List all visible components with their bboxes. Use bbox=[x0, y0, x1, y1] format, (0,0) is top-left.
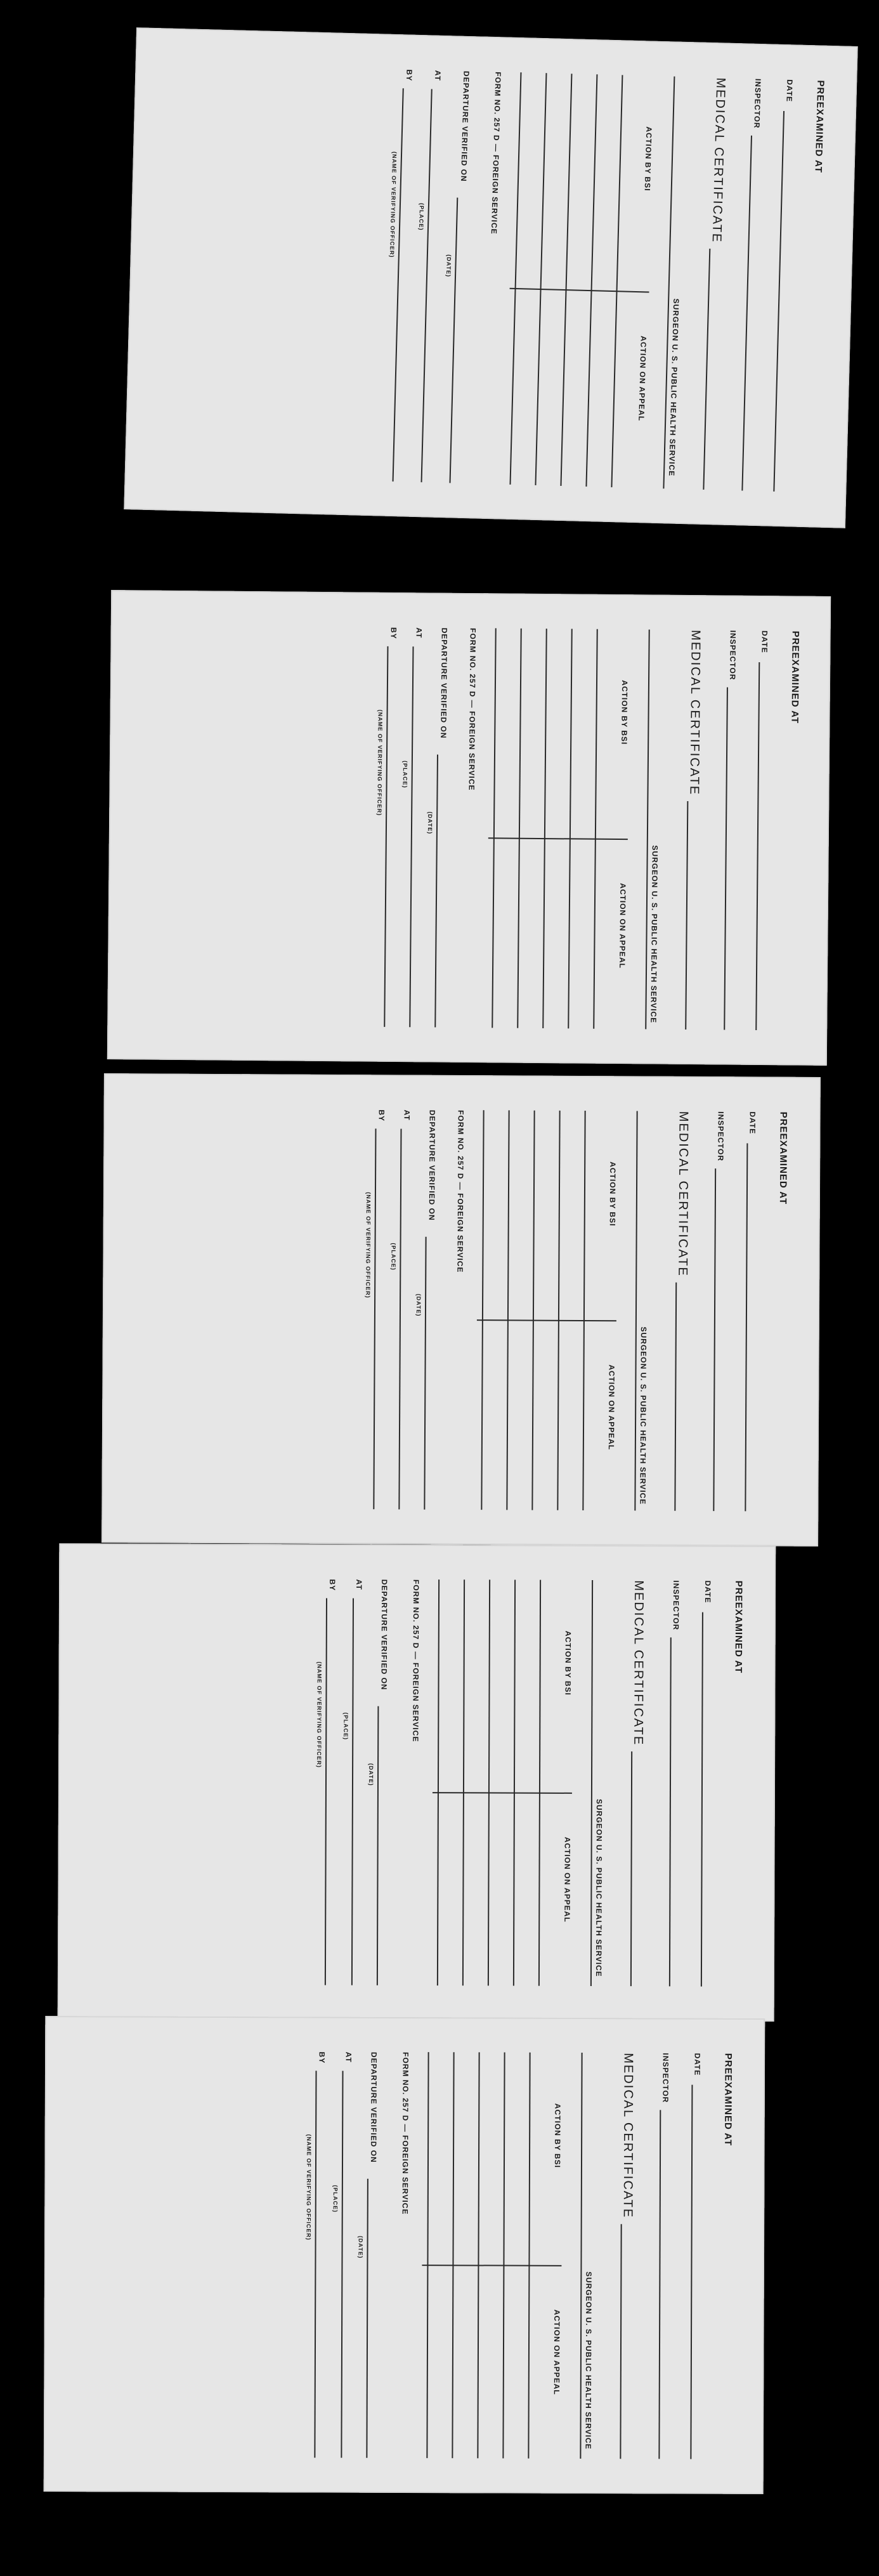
date-line bbox=[745, 1143, 748, 1511]
action-row-2 bbox=[557, 1111, 560, 1510]
by-label: BY bbox=[389, 627, 398, 639]
inspector-line bbox=[669, 1637, 672, 1986]
at-line bbox=[341, 2071, 343, 2458]
preexamined-at-label: PREEXAMINED AT bbox=[788, 631, 801, 724]
by-line bbox=[325, 1598, 327, 1985]
inspector-label: INSPECTOR bbox=[660, 2053, 670, 2103]
action-by-bsi-label: ACTION BY BSI bbox=[552, 2103, 562, 2168]
date-line bbox=[690, 2085, 693, 2459]
medical-certificate-title: MEDICAL CERTIFICATE bbox=[709, 77, 728, 244]
place-caption: (PLACE) bbox=[417, 202, 426, 231]
action-divider bbox=[510, 288, 649, 293]
inspector-line bbox=[713, 1168, 716, 1511]
date-label: DATE bbox=[785, 79, 795, 103]
departure-verified-label: DEPARTURE VERIFIED ON bbox=[427, 1109, 437, 1221]
medical-certificate-card-5 bbox=[44, 2016, 765, 2494]
action-row-3 bbox=[477, 2052, 479, 2458]
inspector-label: INSPECTOR bbox=[716, 1111, 726, 1161]
medical-certificate-title: MEDICAL CERTIFICATE bbox=[675, 1111, 691, 1277]
departure-verified-label: DEPARTURE VERIFIED ON bbox=[438, 627, 449, 739]
action-row-4 bbox=[462, 1579, 465, 1985]
form-number-label: FORM NO. 257 D — FOREIGN SERVICE bbox=[489, 72, 503, 235]
by-line bbox=[384, 646, 388, 1027]
action-row-3 bbox=[542, 629, 547, 1028]
date-label: DATE bbox=[759, 630, 769, 653]
departure-verified-label: DEPARTURE VERIFIED ON bbox=[379, 1579, 389, 1690]
departure-line bbox=[366, 2179, 368, 2458]
departure-line bbox=[377, 1706, 379, 1985]
action-row-5 bbox=[481, 1110, 484, 1510]
by-line bbox=[314, 2071, 316, 2458]
action-row-1 bbox=[538, 1580, 541, 1986]
date-caption: (DATE) bbox=[356, 2235, 364, 2259]
surgeon-line bbox=[590, 1580, 593, 1986]
form-number-label: FORM NO. 257 D — FOREIGN SERVICE bbox=[455, 1109, 466, 1273]
action-by-bsi-label: ACTION BY BSI bbox=[642, 126, 654, 192]
inspector-line bbox=[658, 2110, 661, 2459]
surgeon-label: SURGEON U. S. PUBLIC HEALTH SERVICE bbox=[583, 2271, 593, 2450]
action-by-bsi-label: ACTION BY BSI bbox=[619, 680, 629, 745]
preexamined-at-label: PREEXAMINED AT bbox=[812, 80, 826, 174]
action-row-1 bbox=[611, 75, 623, 487]
inspector-label: INSPECTOR bbox=[727, 630, 738, 681]
action-row-3 bbox=[560, 74, 572, 486]
preexamined-at-label: PREEXAMINED AT bbox=[722, 2053, 734, 2147]
action-row-2 bbox=[568, 629, 572, 1028]
action-row-4 bbox=[535, 73, 547, 485]
action-row-2 bbox=[513, 1580, 516, 1986]
at-label: AT bbox=[414, 627, 424, 639]
at-label: AT bbox=[344, 2051, 353, 2063]
action-row-4 bbox=[517, 629, 521, 1028]
medical-certificate-title: MEDICAL CERTIFICATE bbox=[620, 2053, 635, 2219]
title-line bbox=[620, 2224, 622, 2459]
verifying-officer-caption: (NAME OF VERIFYING OFFICER) bbox=[316, 1661, 323, 1768]
surgeon-label: SURGEON U. S. PUBLIC HEALTH SERVICE bbox=[648, 845, 660, 1024]
form-number-label: FORM NO. 257 D — FOREIGN SERVICE bbox=[400, 2051, 410, 2215]
action-by-bsi-label: ACTION BY BSI bbox=[608, 1161, 618, 1227]
action-divider bbox=[477, 1319, 616, 1321]
by-label: BY bbox=[328, 1579, 337, 1592]
form-number-label: FORM NO. 257 D — FOREIGN SERVICE bbox=[467, 627, 478, 791]
date-label: DATE bbox=[692, 2053, 702, 2076]
preexamined-at-label: PREEXAMINED AT bbox=[777, 1111, 789, 1205]
medical-certificate-card-2 bbox=[107, 590, 831, 1066]
action-divider bbox=[488, 837, 627, 840]
action-row-4 bbox=[452, 2052, 454, 2458]
at-label: AT bbox=[402, 1109, 412, 1121]
title-line bbox=[703, 249, 710, 490]
action-row-4 bbox=[506, 1110, 509, 1510]
at-line bbox=[421, 89, 433, 482]
date-caption: (DATE) bbox=[415, 1293, 422, 1317]
departure-line bbox=[450, 198, 459, 483]
medical-certificate-title: MEDICAL CERTIFICATE bbox=[631, 1580, 646, 1746]
preexamined-at-label: PREEXAMINED AT bbox=[732, 1580, 745, 1674]
date-label: DATE bbox=[748, 1111, 757, 1135]
place-caption: (PLACE) bbox=[332, 2185, 339, 2213]
surgeon-label: SURGEON U. S. PUBLIC HEALTH SERVICE bbox=[638, 1326, 648, 1505]
action-divider bbox=[433, 1792, 572, 1794]
action-row-1 bbox=[528, 2053, 530, 2459]
medical-certificate-card-3 bbox=[101, 1073, 821, 1546]
at-line bbox=[351, 1599, 354, 1985]
departure-line bbox=[434, 755, 438, 1028]
inspector-label: INSPECTOR bbox=[752, 78, 763, 129]
inspector-line bbox=[741, 136, 752, 491]
medical-certificate-title: MEDICAL CERTIFICATE bbox=[686, 630, 703, 796]
departure-verified-label: DEPARTURE VERIFIED ON bbox=[368, 2051, 379, 2163]
action-on-appeal-label: ACTION ON APPEAL bbox=[617, 883, 627, 969]
action-on-appeal-label: ACTION ON APPEAL bbox=[606, 1364, 616, 1451]
title-line bbox=[685, 801, 688, 1030]
place-caption: (PLACE) bbox=[401, 761, 408, 788]
surgeon-line bbox=[634, 1111, 637, 1510]
place-caption: (PLACE) bbox=[342, 1712, 349, 1741]
date-caption: (DATE) bbox=[367, 1763, 375, 1786]
title-line bbox=[630, 1751, 632, 1986]
departure-line bbox=[424, 1237, 426, 1510]
action-row-3 bbox=[531, 1111, 535, 1510]
by-line bbox=[373, 1128, 376, 1509]
surgeon-label: SURGEON U. S. PUBLIC HEALTH SERVICE bbox=[594, 1798, 604, 1977]
at-label: AT bbox=[433, 70, 443, 81]
date-label: DATE bbox=[703, 1580, 713, 1604]
action-row-2 bbox=[585, 74, 597, 487]
surgeon-line bbox=[580, 2053, 582, 2459]
form-number-label: FORM NO. 257 D — FOREIGN SERVICE bbox=[411, 1579, 421, 1742]
medical-certificate-card-4 bbox=[58, 1543, 776, 2022]
action-row-3 bbox=[488, 1579, 490, 1985]
action-row-2 bbox=[502, 2053, 505, 2459]
by-line bbox=[393, 88, 404, 481]
at-label: AT bbox=[355, 1579, 364, 1590]
action-on-appeal-label: ACTION ON APPEAL bbox=[637, 336, 648, 422]
medical-certificate-card-1 bbox=[124, 27, 858, 528]
action-row-5 bbox=[437, 1579, 440, 1985]
action-by-bsi-label: ACTION BY BSI bbox=[563, 1630, 573, 1696]
action-row-1 bbox=[593, 629, 597, 1029]
date-line bbox=[773, 111, 785, 492]
by-label: BY bbox=[377, 1109, 386, 1122]
verifying-officer-caption: (NAME OF VERIFYING OFFICER) bbox=[375, 709, 384, 816]
departure-verified-label: DEPARTURE VERIFIED ON bbox=[459, 70, 471, 182]
date-caption: (DATE) bbox=[445, 254, 452, 278]
date-line bbox=[755, 662, 760, 1030]
inspector-label: INSPECTOR bbox=[671, 1580, 681, 1631]
action-row-5 bbox=[426, 2052, 429, 2458]
title-line bbox=[674, 1283, 677, 1511]
at-line bbox=[398, 1128, 401, 1509]
date-caption: (DATE) bbox=[426, 811, 433, 835]
action-row-5 bbox=[492, 628, 496, 1028]
inspector-line bbox=[724, 688, 728, 1030]
action-on-appeal-label: ACTION ON APPEAL bbox=[552, 2309, 561, 2395]
action-row-1 bbox=[582, 1111, 585, 1510]
action-on-appeal-label: ACTION ON APPEAL bbox=[563, 1836, 572, 1923]
date-line bbox=[701, 1612, 703, 1987]
at-line bbox=[409, 646, 413, 1027]
action-divider bbox=[422, 2265, 561, 2266]
verifying-officer-caption: (NAME OF VERIFYING OFFICER) bbox=[365, 1192, 372, 1298]
by-label: BY bbox=[405, 69, 414, 82]
by-label: BY bbox=[317, 2051, 327, 2064]
verifying-officer-caption: (NAME OF VERIFYING OFFICER) bbox=[388, 151, 398, 258]
surgeon-label: SURGEON U. S. PUBLIC HEALTH SERVICE bbox=[667, 298, 681, 477]
verifying-officer-caption: (NAME OF VERIFYING OFFICER) bbox=[305, 2134, 312, 2240]
action-row-5 bbox=[509, 72, 521, 485]
place-caption: (PLACE) bbox=[390, 1243, 397, 1271]
